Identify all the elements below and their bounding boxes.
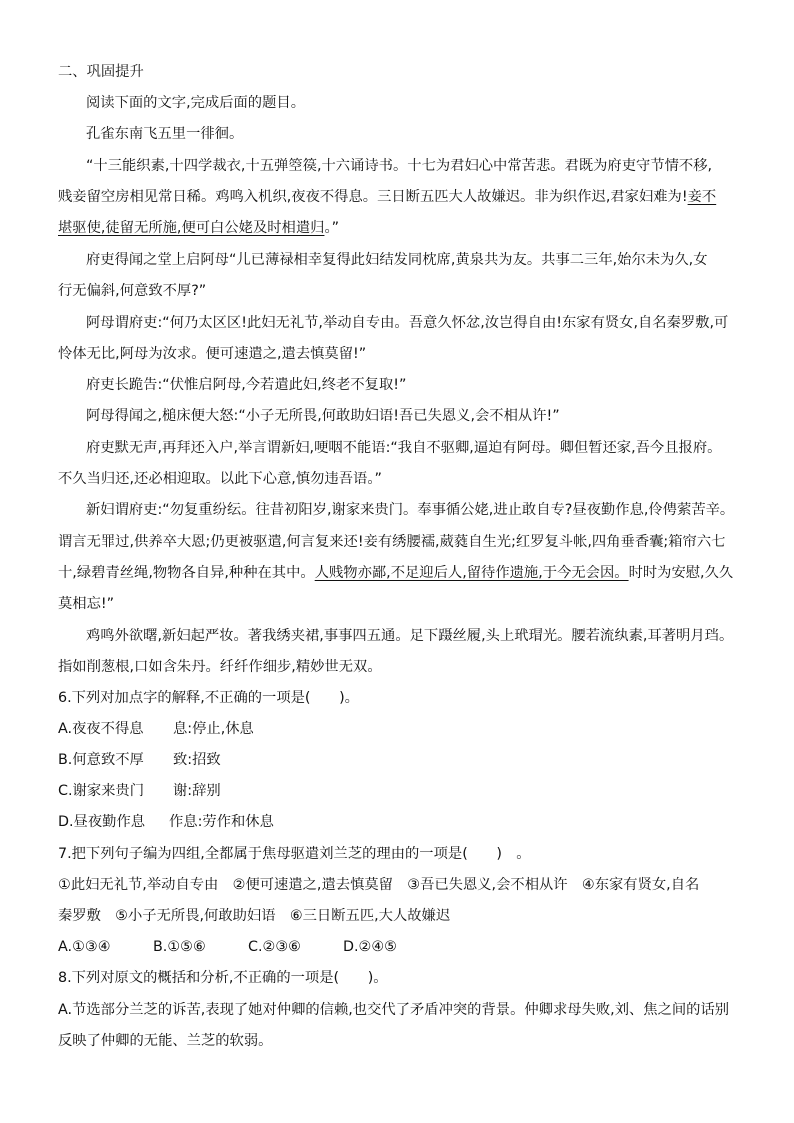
option-gloss: 息:停止,休息 [173,721,254,737]
option-label: C.谢家来贵门 [58,783,145,799]
option-d: D.②④⑤ [343,939,398,955]
question-7-stem: 7.把下列句子编为四组,全都属于焦母驱遣刘兰芝的理由的一项是( ) 。 [58,846,531,862]
option-label: B.何意致不厚 [58,752,144,768]
passage-line: 不久当归还,还必相迎取。以此下心意,慎勿违吾语。” [58,471,382,487]
passage-text: 贱妾留空房相见常日稀。鸡鸣入机织,夜夜不得息。三日断五匹大人故嫌迟。非为织作迟,君家妇难为! [58,189,688,205]
passage-text: 时时为安慰,久久 [628,565,734,581]
passage-line: 谓言无罪过,供养卒大恩;仍更被驱遣,何言复来还!妾有绣腰襦,葳蕤自生光;红罗复斗帐,四角垂香囊;箱帘六七 [58,534,726,550]
question-6-option-a [58,719,744,739]
option-label: D.昼夜勤作息 [58,814,146,830]
passage-line: 府吏得闻之堂上启阿母“儿已薄禄相幸复得此妇结发同枕席,黄泉共为友。共事二三年,始尔未为久,女 [86,252,708,268]
poem-title: 孔雀东南飞五里一徘徊。 [86,126,244,142]
section-heading: 二、巩固提升 [58,64,144,80]
passage-line [58,218,744,238]
passage-line: 府吏长跪告:“伏惟启阿母,今若遣此妇,终老不复取!” [86,377,407,393]
question-7-items: 秦罗敷 ⑤小子无所畏,何敢助妇语 ⑥三日断五匹,大人故嫌迟 [58,908,451,924]
passage-text: 。” [324,220,339,236]
option-gloss: 作息:劳作和休息 [169,814,274,830]
passage-line: 行无偏斜,何意致不厚?” [58,283,207,299]
question-8-option-a: A.节选部分兰芝的诉苦,表现了她对仲卿的信赖,也交代了矛盾冲突的背景。仲卿求母失败,刘、焦之间的话别 [58,1002,730,1018]
passage-line: 新妇谓府吏:“勿复重纷纭。往昔初阳岁,谢家来贵门。奉事循公姥,进止敢自专?昼夜勤作息,伶俜萦苦辛。 [86,502,735,518]
question-7-items: ①此妇无礼节,举动自专由 ②便可速遣之,遣去慎莫留 ③吾已失恩义,会不相从许 ④东家有贤女,自名 [58,877,700,893]
instruction-text: 阅读下面的文字,完成后面的题目。 [86,95,305,111]
option-b: B.①⑤⑥ [153,939,206,955]
passage-line: 指如削葱根,口如含朱丹。纤纤作细步,精妙世无双。 [58,659,382,675]
underlined-sentence: 堪驱使,徒留无所施,便可白公姥及时相遣归 [58,220,325,236]
underlined-sentence: 妾不 [687,189,717,205]
passage-line: 怜体无比,阿母为汝求。便可速遣之,遣去慎莫留!” [58,346,367,362]
question-6-option-b [58,750,744,770]
question-7-options [58,937,744,957]
passage-text: 十,绿碧青丝绳,物物各自异,种种在其中。 [58,565,315,581]
question-8-stem: 8.下列对原文的概括和分析,不正确的一项是( )。 [58,970,388,986]
passage-line: “十三能织素,十四学裁衣,十五弹箜篌,十六诵诗书。十七为君妇心中常苦悲。君既为府吏守节情不移, [86,158,713,174]
passage-line: 阿母得闻之,槌床便大怒:“小子无所畏,何敢助妇语!吾已失恩义,会不相从许!” [86,408,560,424]
question-6-option-c [58,781,744,801]
underlined-sentence: 人贱物亦鄙,不足迎后人,留待作遗施,于今无会因。 [314,565,629,581]
passage-line: 鸡鸣外欲曙,新妇起严妆。著我绣夹裙,事事四五通。足下蹑丝履,头上玳瑁光。腰若流纨素,耳著明月珰。 [86,628,734,644]
passage-line: 莫相忘!” [58,596,115,612]
passage-line [58,563,744,583]
option-label: A.夜夜不得息 [58,721,144,737]
passage-line: 阿母谓府吏:“何乃太区区!此妇无礼节,举动自专由。吾意久怀忿,汝岂得自由!东家有贤女,自名秦罗敷,可 [86,315,729,331]
option-a: A.①③④ [58,939,111,955]
option-gloss: 致:招致 [173,752,221,768]
question-8-option-a-cont: 反映了仲卿的无能、兰芝的软弱。 [58,1033,273,1049]
question-6-option-d [58,812,744,832]
passage-line: 府吏默无声,再拜还入户,举言谓新妇,哽咽不能语:“我自不驱卿,逼迫有阿母。卿但暂还家,吾今且报府。 [86,440,722,456]
passage-line [58,187,744,207]
question-6-stem: 6.下列对加点字的解释,不正确的一项是( )。 [58,690,359,706]
option-gloss: 谢:辞别 [173,783,221,799]
option-c: C.②③⑥ [248,939,301,955]
